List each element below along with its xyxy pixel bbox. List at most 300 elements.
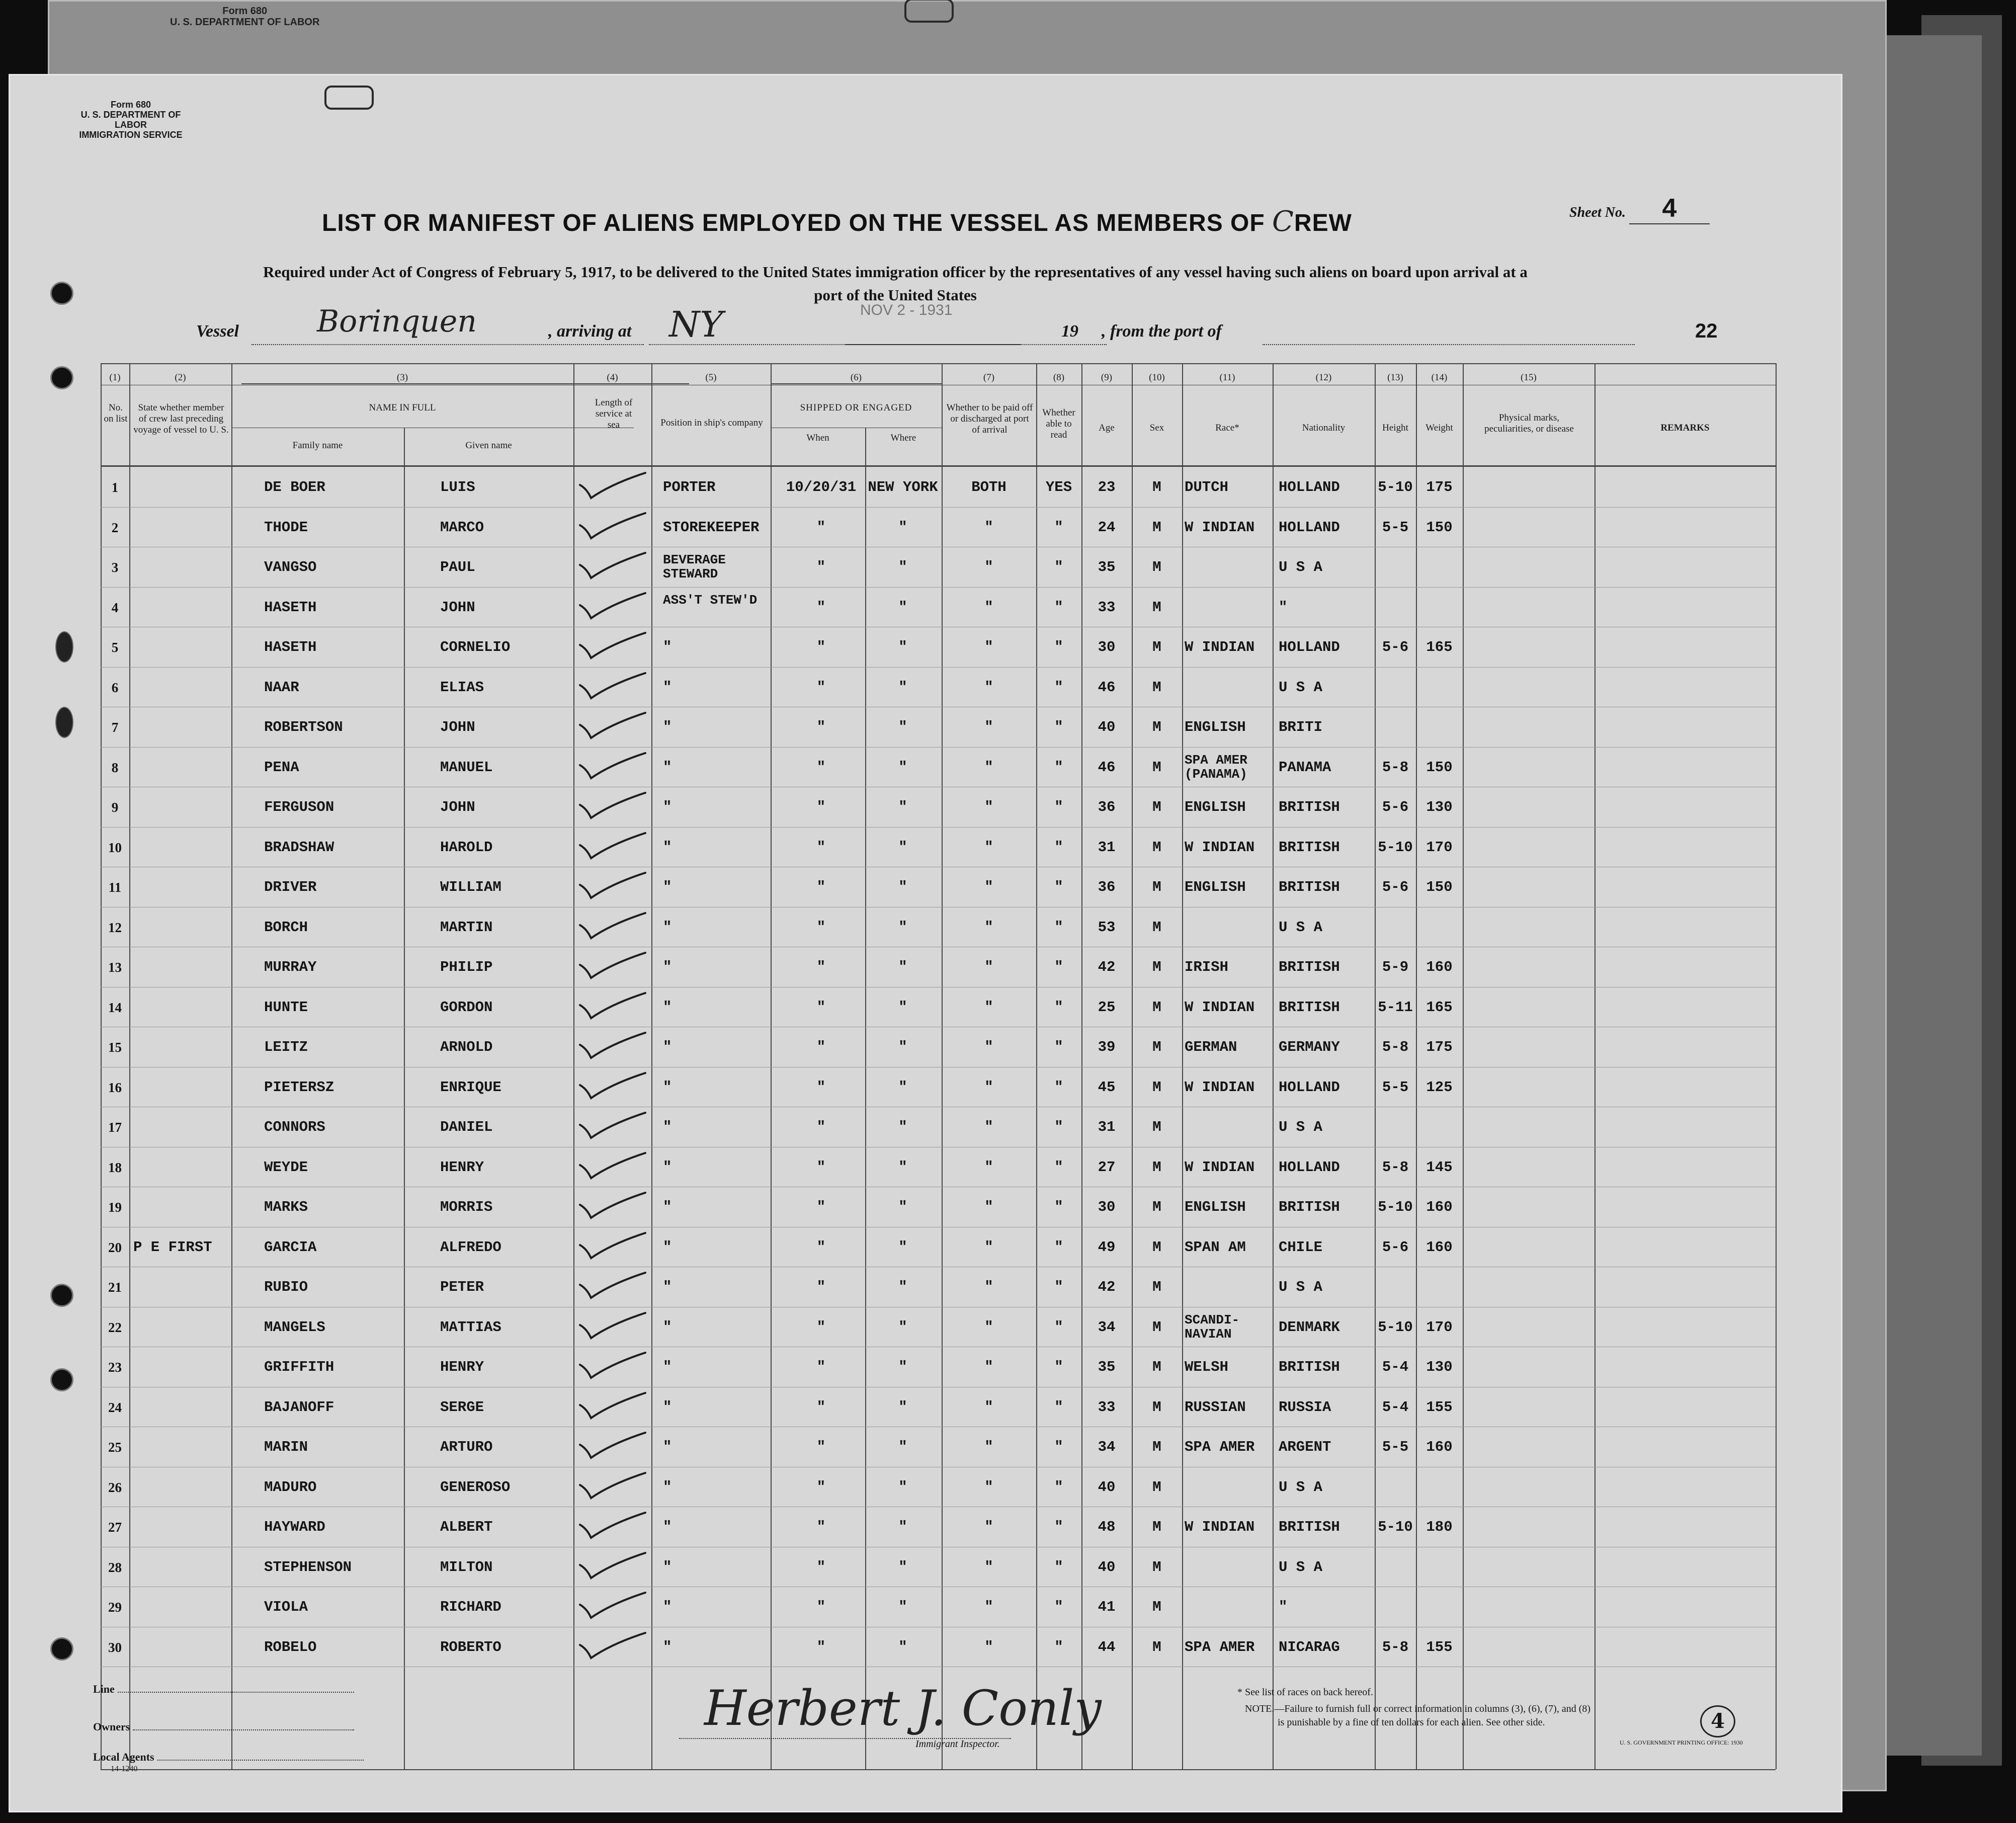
cell-no: 28 (108, 1559, 122, 1575)
cell-family: BRADSHAW (264, 839, 334, 856)
cell-height: 5-6 (1382, 639, 1409, 655)
check-mark-icon (576, 1229, 651, 1264)
penalty-note-2: is punishable by a fine of ten dollars for each alien. See other side. (1278, 1717, 1545, 1728)
cell-no: 15 (108, 1040, 122, 1055)
column-rule (1182, 363, 1183, 1769)
cell-read: " (1054, 1199, 1063, 1215)
cell-family: MADURO (264, 1478, 317, 1496)
cell-age: 33 (1098, 599, 1116, 616)
punch-hole (55, 631, 73, 662)
cell-no: 12 (108, 920, 122, 935)
cell-age: 46 (1098, 759, 1116, 776)
sheet-number: Sheet No. 4 (1569, 193, 1710, 224)
cell-nationality: BRITISH (1279, 839, 1340, 856)
cell-family: ROBERTSON (264, 719, 343, 735)
local-agents-field: Local Agents (93, 1751, 364, 1764)
cell-given: HENRY (440, 1359, 484, 1375)
cell-age: 40 (1098, 719, 1116, 735)
cell-when: " (816, 1238, 826, 1256)
cell-weight: 150 (1426, 519, 1453, 536)
cell-nationality: U S A (1279, 919, 1323, 936)
cell-position: " (663, 1279, 672, 1295)
cell-height: 5-8 (1382, 1039, 1409, 1055)
check-mark-icon (576, 469, 651, 504)
cell-given: HAROLD (440, 839, 493, 856)
cell-age: 36 (1098, 799, 1116, 815)
cell-when: " (816, 519, 826, 536)
cell-read: " (1054, 1558, 1063, 1576)
cell-read: " (1054, 1359, 1063, 1375)
cell-where: " (898, 1478, 907, 1496)
cell-weight: 175 (1426, 1039, 1453, 1055)
cell-age: 48 (1098, 1519, 1116, 1535)
cell-position: " (663, 1199, 672, 1215)
cell-weight: 160 (1426, 1199, 1453, 1215)
cell-paid: " (984, 1359, 993, 1375)
cell-nationality: CHILE (1279, 1238, 1323, 1256)
binder-clip (324, 86, 374, 110)
cell-age: 34 (1098, 1439, 1116, 1455)
cell-nationality: U S A (1279, 559, 1323, 575)
cell-height: 5-8 (1382, 1638, 1409, 1655)
race-note: * See list of races on back hereof. (1237, 1687, 1373, 1698)
cell-position: " (663, 1119, 672, 1135)
cell-age: 46 (1098, 679, 1116, 696)
cell-position: " (663, 1158, 672, 1176)
cell-race: W INDIAN (1185, 839, 1255, 856)
cell-where: " (898, 1119, 907, 1135)
column-rule (1416, 363, 1417, 1769)
cell-race: ENGLISH (1185, 1199, 1246, 1215)
cell-sex: M (1152, 519, 1161, 536)
from-port-field (1263, 318, 1635, 345)
cell-position: " (663, 799, 672, 815)
cell-family: HASETH (264, 599, 317, 616)
binder-hole (50, 1637, 73, 1661)
cell-paid: " (984, 1238, 993, 1256)
cell-paid: " (984, 1039, 993, 1055)
cell-nationality: BRITISH (1279, 999, 1340, 1016)
cell-where: " (898, 839, 907, 856)
form-header: Form 680 U. S. DEPARTMENT OF LABOR IMMIGRATION SERVICE (79, 100, 183, 140)
check-mark-icon (576, 1469, 651, 1504)
cell-position: " (663, 679, 672, 696)
cell-position: " (663, 999, 672, 1016)
cell-age: 36 (1098, 879, 1116, 895)
check-mark-icon (576, 1189, 651, 1224)
cell-when: " (816, 719, 826, 735)
cell-no: 23 (108, 1360, 122, 1375)
cell-read: " (1054, 519, 1063, 536)
cell-given: JOHN (440, 719, 475, 735)
check-mark-icon (576, 1269, 651, 1304)
cell-given: MILTON (440, 1558, 493, 1576)
cell-weight: 165 (1426, 999, 1453, 1016)
cell-given: JOHN (440, 799, 475, 815)
cell-height: 5-6 (1382, 879, 1409, 895)
check-mark-icon (576, 1429, 651, 1464)
column-rule (231, 363, 232, 1769)
check-mark-icon (576, 669, 651, 704)
cell-given: GORDON (440, 999, 493, 1016)
cell-family: DE BOER (264, 479, 325, 495)
cell-sex: M (1152, 1039, 1161, 1055)
cell-nationality: BRITISH (1279, 1359, 1340, 1375)
column-rule (1463, 363, 1464, 1769)
cell-no: 18 (108, 1159, 122, 1175)
cell-when: " (816, 919, 826, 936)
cell-where: " (898, 1359, 907, 1375)
cell-height: 5-5 (1382, 519, 1409, 536)
cell-weight: 150 (1426, 759, 1453, 776)
cell-sex: M (1152, 1599, 1161, 1615)
cell-nationality: DENMARK (1279, 1318, 1340, 1336)
cell-read: " (1054, 1519, 1063, 1535)
column-rule (1273, 363, 1274, 1769)
cell-when: " (816, 559, 826, 575)
column-rule (1594, 363, 1595, 1769)
cell-sex: M (1152, 999, 1161, 1016)
cell-position: " (663, 839, 672, 856)
cell-height: 5-5 (1382, 1439, 1409, 1455)
cell-given: ARNOLD (440, 1039, 493, 1055)
check-mark-icon (576, 829, 651, 864)
cell-when: " (816, 999, 826, 1016)
cell-where: " (898, 1398, 907, 1416)
column-rule (942, 363, 943, 1769)
check-mark-icon (576, 1509, 651, 1544)
cell-given: CORNELIO (440, 639, 511, 655)
check-mark-icon (576, 709, 651, 744)
cell-age: 39 (1098, 1039, 1116, 1055)
cell-when: " (816, 1199, 826, 1215)
row-rule (101, 507, 1776, 508)
check-mark-icon (576, 1149, 651, 1184)
cell-weight: 130 (1426, 799, 1453, 815)
cell-race: ENGLISH (1185, 879, 1246, 895)
cell-family: MARKS (264, 1199, 308, 1215)
check-mark-icon (576, 1349, 651, 1384)
cell-family: MANGELS (264, 1318, 325, 1336)
cell-given: PETER (440, 1279, 484, 1295)
cell-no: 10 (108, 840, 122, 855)
cell-age: 42 (1098, 959, 1116, 975)
cell-given: JOHN (440, 599, 475, 616)
cell-sex: M (1152, 479, 1161, 495)
cell-no: 3 (111, 560, 119, 575)
agents-ref: 14-1240 (111, 1765, 138, 1773)
cell-height: 5-8 (1382, 759, 1409, 776)
cell-nationality: BRITISH (1279, 959, 1340, 975)
column-rule (404, 428, 405, 1769)
cell-weight: 170 (1426, 1318, 1453, 1336)
cell-where: " (898, 639, 907, 655)
check-mark-icon (576, 1589, 651, 1624)
cell-family: BORCH (264, 919, 308, 936)
cell-height: 5-6 (1382, 799, 1409, 815)
cell-sex: M (1152, 639, 1161, 655)
cell-paid: BOTH (971, 479, 1006, 495)
cell-read: " (1054, 1119, 1063, 1135)
cell-no: 17 (108, 1120, 122, 1135)
cell-sex: M (1152, 1359, 1161, 1375)
cell-when: " (816, 839, 826, 856)
cell-age: 42 (1098, 1279, 1116, 1295)
cell-read: " (1054, 679, 1063, 696)
cell-sex: M (1152, 1558, 1161, 1576)
cell-no: 9 (111, 800, 119, 815)
cell-sex: M (1152, 1519, 1161, 1535)
check-mark-icon (576, 909, 651, 944)
cell-where: " (898, 959, 907, 975)
cell-where: " (898, 1318, 907, 1336)
name-header-rule (241, 383, 689, 384)
cell-sex: M (1152, 1478, 1161, 1496)
cell-race: SPAN AM (1185, 1238, 1246, 1256)
cell-age: 40 (1098, 1478, 1116, 1496)
binder-hole (50, 282, 73, 305)
cell-no: 25 (108, 1440, 122, 1455)
cell-read: " (1054, 919, 1063, 936)
cell-read: " (1054, 1039, 1063, 1055)
check-mark-icon (576, 869, 651, 904)
cell-weight: 125 (1426, 1079, 1453, 1096)
cell-read: " (1054, 1318, 1063, 1336)
cell-sex: M (1152, 679, 1161, 696)
cell-when: " (816, 1638, 826, 1655)
cell-family: GARCIA (264, 1238, 317, 1256)
cell-weight: 180 (1426, 1519, 1453, 1535)
cell-sex: M (1152, 1199, 1161, 1215)
cell-position: " (663, 1359, 672, 1375)
cell-height: 5-10 (1378, 1199, 1413, 1215)
cell-paid: " (984, 999, 993, 1016)
cell-when: " (816, 1398, 826, 1416)
cell-position: " (663, 1398, 672, 1416)
cell-read: " (1054, 999, 1063, 1016)
inspector-label: Immigrant Inspector. (915, 1738, 1000, 1750)
cell-given: ENRIQUE (440, 1079, 501, 1096)
cell-given: ARTURO (440, 1439, 493, 1455)
cell-height: 5-10 (1378, 839, 1413, 856)
cell-age: 31 (1098, 1119, 1116, 1135)
cell-crew: P E FIRST (133, 1238, 212, 1256)
cell-given: HENRY (440, 1158, 484, 1176)
cell-paid: " (984, 1439, 993, 1455)
manifest-title: LIST OR MANIFEST OF ALIENS EMPLOYED ON THE VESSEL AS MEMBERS OF CREW (322, 205, 1352, 238)
cell-when: " (816, 799, 826, 815)
cell-family: LEITZ (264, 1039, 308, 1055)
cell-weight: 155 (1426, 1638, 1453, 1655)
cell-where: " (898, 879, 907, 895)
binder-hole (50, 1284, 73, 1307)
cell-weight: 160 (1426, 1238, 1453, 1256)
cell-position: " (663, 1238, 672, 1256)
cell-age: 31 (1098, 839, 1116, 856)
cell-given: PAUL (440, 559, 475, 575)
cell-age: 44 (1098, 1638, 1116, 1655)
cell-race: W INDIAN (1185, 1158, 1255, 1176)
cell-position: " (663, 759, 672, 776)
binder-hole (50, 366, 73, 389)
cell-given: ELIAS (440, 679, 484, 696)
cell-when: " (816, 1519, 826, 1535)
cell-age: 40 (1098, 1558, 1116, 1576)
cell-sex: M (1152, 1119, 1161, 1135)
cell-height: 5-9 (1382, 959, 1409, 975)
cell-where: " (898, 719, 907, 735)
cell-weight: 160 (1426, 1439, 1453, 1455)
check-mark-icon (576, 629, 651, 664)
table-bottom-rule (101, 1769, 1776, 1770)
cell-given: MARTIN (440, 919, 493, 936)
cell-height: 5-6 (1382, 1238, 1409, 1256)
cell-where: " (898, 999, 907, 1016)
cell-no: 22 (108, 1319, 122, 1335)
cell-given: GENEROSO (440, 1478, 511, 1496)
row-rule (101, 747, 1776, 748)
cell-nationality: U S A (1279, 1279, 1323, 1295)
row-rule (101, 587, 1776, 588)
cell-given: LUIS (440, 479, 475, 495)
inspector-signature: Herbert J. Conly (704, 1680, 1102, 1736)
cell-race: ENGLISH (1185, 719, 1246, 735)
cell-age: 24 (1098, 519, 1116, 536)
cell-given: MARCO (440, 519, 484, 536)
line-field: Line (93, 1683, 354, 1696)
cell-weight: 160 (1426, 959, 1453, 975)
column-rule (771, 363, 772, 1769)
cell-weight: 165 (1426, 639, 1453, 655)
cell-position: " (663, 1478, 672, 1496)
cell-when: " (816, 1478, 826, 1496)
cell-when: " (816, 959, 826, 975)
cell-sex: M (1152, 919, 1161, 936)
cell-family: RUBIO (264, 1279, 308, 1295)
cell-sex: M (1152, 879, 1161, 895)
cell-position: BEVERAGE STEWARD (663, 552, 726, 582)
cell-race: RUSSIAN (1185, 1398, 1246, 1416)
cell-family: GRIFFITH (264, 1359, 334, 1375)
cell-position: " (663, 1318, 672, 1336)
cell-when: " (816, 1558, 826, 1576)
vessel-line: Vessel Borinquen , arriving at NY NOV 2 - 1931 19 , from the port of 22 (196, 302, 1718, 345)
cell-age: 45 (1098, 1079, 1116, 1096)
cell-no: 2 (111, 520, 119, 535)
cell-paid: " (984, 1199, 993, 1215)
cell-paid: " (984, 919, 993, 936)
cell-no: 20 (108, 1239, 122, 1255)
cell-when: " (816, 1359, 826, 1375)
cell-paid: " (984, 799, 993, 815)
cell-race: SCANDI- NAVIAN (1185, 1312, 1240, 1342)
cell-when: " (816, 1439, 826, 1455)
cell-nationality: HOLLAND (1279, 1079, 1340, 1096)
cell-when: " (816, 639, 826, 655)
cell-paid: " (984, 879, 993, 895)
cell-where: " (898, 519, 907, 536)
cell-race: DUTCH (1185, 479, 1229, 495)
cell-position: " (663, 1519, 672, 1535)
cell-family: VIOLA (264, 1599, 308, 1615)
cell-paid: " (984, 1519, 993, 1535)
cell-nationality: BRITISH (1279, 1199, 1340, 1215)
manifest-sheet: Form 680 U. S. DEPARTMENT OF LABOR IMMIGRATION SERVICE LIST OR MANIFEST OF ALIENS EMPLOYED ON THE VESSEL AS MEMBERS OF CREW Sheet No. 4 Required under Act of Congress of February 5, 1917, to be delivered to the United States immigration officer by the representatives of any vessel having such aliens on board upon arrival at a port of the United States Vessel Borinquen , arriving at NY NOV 2 - 1931 19 , from the port of 22 (1) No. on list (2) State whether member of crew last preceding voyage of vessel to U. S. (3) NAME IN FULL Family name Given name (4) Length of service at sea (5) Position in ship's company (6) SHIPPED OR ENGAGED When Where (7) Whether to be paid off or discharged at port of arrival (8) Whether able to read (9) Age (10) Sex (11) Race* (12) Nationality (13) Height (14) Weight (15) Physical marks, peculiarities, or disease REMARKS 1 DE BOER LUIS PORTER 10/20/31 NEW YORK BOTH YES 23 M DUTCH HOLLAND 5-10 175 2 THODE MARCO STOREKEEPER " " " " 24 M W INDIAN HOLLAND 5-5 150 3 VANGSO PAUL BEVERAGE STEWARD " " " " 35 M U S A 4 HASETH JOHN ASS'T STEW'D " " " " 33 M " 5 HASETH CORNELIO " " " " " 30 M W INDIAN HOLLAND 5-6 165 6 NAAR ELIAS " " " " " 46 M U S A 7 ROBERTSON JOHN " " " " " 40 M ENGLISH BRITI 8 PENA MANUEL " " " " " 46 M SPA AMER (PANAMA) PANAMA 5-8 150 9 FERGUSON JOHN " " " " " 36 M ENGLISH BRITISH 5-6 130 10 BRADSHAW HAROLD " " " " " 31 M W INDIAN BRITISH 5-10 170 11 DRIVER WILLIAM " " " " " 36 M ENGLISH BRITISH 5-6 150 12 BORCH MARTIN " " " " " 53 M U S A 13 MURRAY PHILIP " " " " " 42 M IRISH BRITISH 5-9 160 14 HUNTE GORDON " " " " " 25 M W INDIAN BRITISH 5-11 165 15 LEITZ ARNOLD " " " " " 39 M GERMAN GERMANY 5-8 175 16 PIETERSZ ENRIQUE " " " " " 45 M W INDIAN HOLLAND 5-5 125 17 CONNORS DANIEL " " " " " 31 M U S A 18 WEYDE HENRY " " " " " 27 M W INDIAN HOLLAND 5-8 145 19 MARKS MORRIS " " " " " 30 M ENGLISH BRITISH 5-10 160 20 P E FIRST GARCIA ALFREDO " " " " " 49 M SPAN AM CHILE 5-6 160 21 RUBIO PETER " " " " " 42 M U S A 22 MANGELS MATTIAS " " " " " 34 M SCANDI- NAVIAN DENMARK 5-10 170 23 GRIFFITH HENRY " " " " " 35 M WELSH BRITISH 5-4 130 24 BAJANOFF SERGE " " " " " 33 M RUSSIAN RUSSIA 5-4 155 25 MARIN ARTURO " " " " " 34 M SPA AMER ARGENT 5-5 160 26 MADURO GENEROSO " " " " " 40 M U S A 27 HAYWARD ALBERT " " " " " 48 M W INDIAN BRITISH 5-10 180 28 STEPHENSON MILTON " " " " " 40 M U S A 29 VIOLA RICHARD " " " " " 41 M " 30 ROBELO ROBERTO " " " " " 44 M SPA AMER NICARAG 5-8 155 Line Owners Local Agents 14-1240 Herbert J. Conly Immigrant Inspector. * See list of races on back hereof. NOTE.—Failure to furnish full or correct information in columns (3), (6), (7), and (8) is punishable by a fine of ten dollars for each alien. See other side. U. S. GOVERNMENT PRINTING OFFICE: 1930 4 (10, 75, 1841, 1811)
cell-nationality: BRITISH (1279, 879, 1340, 895)
cell-paid: " (984, 1599, 993, 1615)
cell-height: 5-4 (1382, 1398, 1409, 1416)
cell-where: " (898, 1238, 907, 1256)
cell-weight: 130 (1426, 1359, 1453, 1375)
cell-position: " (663, 879, 672, 895)
cell-no: 5 (111, 640, 119, 655)
check-mark-icon (576, 949, 651, 984)
cell-read: " (1054, 1238, 1063, 1256)
cell-paid: " (984, 719, 993, 735)
cell-family: VANGSO (264, 559, 317, 575)
cell-family: WEYDE (264, 1158, 308, 1176)
shipped-header-rule (771, 383, 942, 384)
cell-given: MANUEL (440, 759, 493, 776)
cell-age: 30 (1098, 1199, 1116, 1215)
cell-nationality: NICARAG (1279, 1638, 1340, 1655)
cell-sex: M (1152, 599, 1161, 616)
cell-position: " (663, 1638, 672, 1655)
cell-weight: 145 (1426, 1158, 1453, 1176)
cell-sex: M (1152, 719, 1161, 735)
cell-sex: M (1152, 959, 1161, 975)
cell-nationality: " (1279, 599, 1288, 616)
check-mark-icon (576, 549, 651, 584)
cell-nationality: PANAMA (1279, 759, 1331, 776)
cell-no: 13 (108, 960, 122, 975)
cell-paid: " (984, 1119, 993, 1135)
cell-position: ASS'T STEW'D (663, 592, 758, 608)
cell-nationality: " (1279, 1599, 1288, 1615)
header-bottom-rule (101, 465, 1776, 467)
cell-sex: M (1152, 759, 1161, 776)
cell-paid: " (984, 1638, 993, 1655)
binder-hole (50, 1368, 73, 1391)
cell-race: W INDIAN (1185, 1079, 1255, 1096)
corner-mark: 4 (1700, 1705, 1735, 1737)
column-rule (573, 363, 574, 1769)
cell-family: ROBELO (264, 1638, 317, 1655)
cell-paid: " (984, 1398, 993, 1416)
cell-where: " (898, 799, 907, 815)
column-rule (1375, 363, 1376, 1769)
cell-sex: M (1152, 1158, 1161, 1176)
cell-where: " (898, 679, 907, 696)
cell-age: 23 (1098, 479, 1116, 495)
cell-family: DRIVER (264, 879, 317, 895)
cell-given: DANIEL (440, 1119, 493, 1135)
cell-age: 25 (1098, 999, 1116, 1016)
cell-position: " (663, 959, 672, 975)
cell-no: 19 (108, 1200, 122, 1215)
cell-weight: 150 (1426, 879, 1453, 895)
cell-position: " (663, 719, 672, 735)
cell-paid: " (984, 599, 993, 616)
cell-paid: " (984, 839, 993, 856)
cell-where: " (898, 599, 907, 616)
cell-sex: M (1152, 839, 1161, 856)
cell-height: 5-10 (1378, 1519, 1413, 1535)
cell-where: NEW YORK (868, 479, 938, 495)
penalty-note: NOTE.—Failure to furnish full or correct information in columns (3), (6), (7), and (8) (1245, 1703, 1591, 1714)
cell-given: WILLIAM (440, 879, 501, 895)
cell-where: " (898, 1079, 907, 1096)
